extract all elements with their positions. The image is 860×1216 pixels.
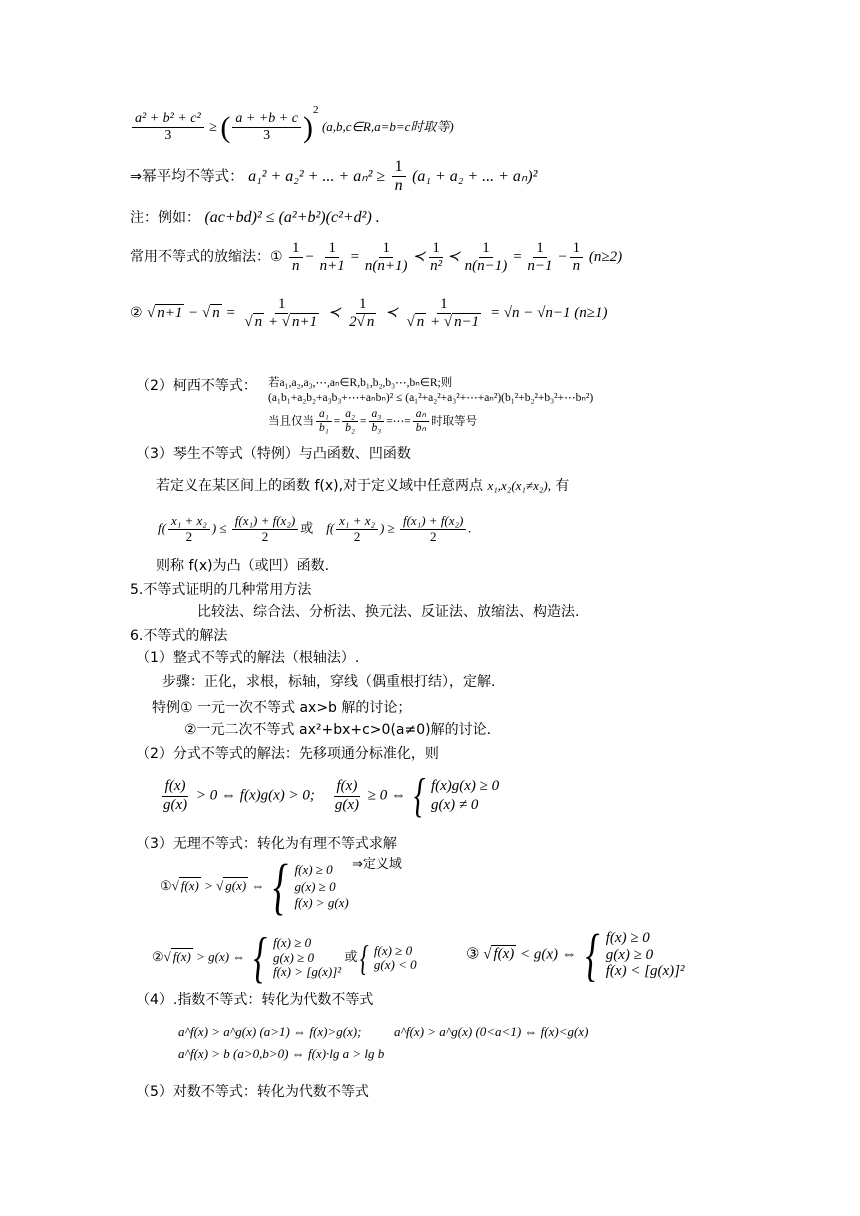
- cauchy-equality-note: 时取等号: [431, 415, 478, 428]
- exponential-rule-3: a^f(x) > b (a>0,b>0) ⇔ f(x)·lg a > lg b: [178, 1046, 385, 1061]
- power-mean-label: ⇒幂平均不等式：: [130, 168, 244, 185]
- jensen-definition: [156, 478, 569, 496]
- section-6-title: 6.不等式的解法: [130, 628, 228, 644]
- equality-condition: (a,b,c∈R,a=b=c时取等): [321, 119, 454, 134]
- exponential-inequality: （4）.指数不等式：转化为代数不等式: [136, 992, 374, 1008]
- scaling-method-1: 常用不等式的放缩法：① $\frac{1}{n}$ − $\frac{1}{n+1}$ = $\frac{1}{n(n+1)}$ ≺ $\frac{1}{\text{n²}}$ ≺ $\frac{1}{n(n-1)}$ = $\frac{1}{n-1}$ − $\frac{1}{n}$ (n≥2): [130, 240, 623, 275]
- convex-concave-def: 则称 f(x)为凸（或凹）函数.: [156, 558, 330, 574]
- domain-note: ⇒定义域: [352, 856, 402, 871]
- special-case-2: ②一元二次不等式 ax²+bx+c>0(a≠0)解的讨论.: [184, 722, 492, 738]
- exponential-rule-2: a^f(x) > a^g(x) (0<a<1) ⇔ f(x)<g(x): [394, 1024, 589, 1039]
- cauchy-statement: [268, 376, 593, 435]
- cauchy-label: （2）柯西不等式：: [136, 378, 257, 394]
- cauchy-iff: 当且仅当: [268, 415, 314, 428]
- logarithmic-inequality: （5）对数不等式：转化为代数不等式: [136, 1084, 369, 1100]
- power-mean-inequality: ⇒幂平均不等式： a₁² + a₂² + ... + aₙ² ≥ $\frac{1}{n}$ (a₁ + a₂ + ... + aₙ)²: [130, 158, 538, 195]
- fractional-inequality: （2）分式不等式的解法：先移项通分标准化，则: [136, 746, 439, 762]
- section-5-title: 5.不等式证明的几种常用方法: [130, 582, 312, 598]
- or-word: 或: [300, 520, 314, 536]
- cauchy-condition: 若a₁,a₂,a₃,⋯,aₙ∈R,b₁,b₂,b₃⋯,bₙ∈R;则: [268, 377, 453, 389]
- jensen-inequality: f( $\frac{\text{x₁ + x₂}}{2}$ ) ≤ $\frac{\text{f(x₁) + f(x₂)}}{2}$ 或 f( $\frac{\text{x₁ + x₂}}{2}$ ) ≥ $\frac{\text{f(x₁) + f(x₂)}}{2}$ .: [158, 513, 472, 544]
- note-example: [130, 208, 380, 228]
- jensen-you: 有: [555, 478, 570, 494]
- jensen-def-text: 若定义在某区间上的函数 f(x),对于定义域中任意两点: [156, 478, 484, 494]
- special-case-1: 特例① 一元一次不等式 ax>b 解的讨论；: [152, 700, 412, 716]
- jensen-heading: （3）琴生不等式（特例）与凸函数、凹函数: [136, 446, 411, 462]
- cauchy-heading: [136, 378, 257, 396]
- irrational-rule-1: ①√ f(x) > √ g(x) ⇔ { f(x) ≥ 0 g(x) ≥ 0 f(x) > g(x) ⇒定义域: [160, 853, 402, 922]
- mean-inequality-formula: $\frac{\text{a² + b² + c²}}{3}$ ≥ ( $\frac{a + +b + c}{3}$ )$^2$ (a,b,c∈R,a=b=c时取等): [130, 104, 454, 147]
- scaling-tail: = √n − √n−1 (n≥1): [489, 305, 608, 322]
- cauchy-equality: 当且仅当 $\frac{\text{a₁}}{\text{b₁}}$ = $\frac{\text{a₂}}{\text{b₂}}$ = $\frac{\text{a₃}}{\text{b₃}}$ =⋯= $\frac{\text{aₙ}}{\text{bₙ}}$ 时取等号: [268, 407, 478, 434]
- or-word-2: 或: [344, 948, 358, 964]
- polynomial-steps: 步骤：正化，求根，标轴，穿线（偶重根打结），定解.: [162, 674, 496, 690]
- scaling-method-2: ② √ n+1 − √ n = $\frac{1}{√ n + √ n+1}$ ≺ $\frac{1}{2√ n}$ ≺ $\frac{1}{√ n + √ n-1}$ = √n − √n−1 (n≥1): [130, 296, 608, 331]
- irrational-rule-2: ②√ f(x) > g(x) ⇔ { f(x) ≥ 0 g(x) ≥ 0 f(x) > [g(x)]² 或 { f(x) ≥ 0 g(x) < 0: [152, 927, 417, 989]
- scaling-condition: (n≥2): [588, 249, 623, 266]
- fractional-rule: $\frac{f(x)}{g(x)}$ > 0 ⇔ f(x)g(x) > 0; $\frac{f(x)}{g(x)}$ ≥ 0 ⇔ { f(x)g(x) ≥ 0 g(x) ≠ 0: [163, 769, 500, 822]
- note-label: 注：例如：: [130, 210, 200, 226]
- irrational-inequality: （3）无理不等式：转化为有理不等式求解: [136, 836, 397, 852]
- polynomial-inequality: （1）整式不等式的解法（根轴法）.: [136, 650, 360, 666]
- circled-2: ②: [130, 305, 143, 322]
- cauchy-example-expr: (ac+bd)² ≤ (a²+b²)(c²+d²) .: [204, 209, 380, 226]
- proof-methods: 比较法、综合法、分析法、换元法、反证法、放缩法、构造法.: [197, 604, 580, 620]
- exponential-rule-1: a^f(x) > a^g(x) (a>1) ⇔ f(x)>g(x);: [178, 1024, 362, 1039]
- cauchy-inequality: (a₁b₁+a₂b₂+a₃b₃+⋯+aₙbₙ)² ≤ (a₁²+a₂²+a₃²+⋯+aₙ²)(b₁²+b₂²+b₃²+⋯bₙ²): [268, 392, 594, 405]
- irrational-rule-3: ③ √ f(x) < g(x) ⇔ { f(x) ≥ 0 g(x) ≥ 0 f(x) < [g(x)]²: [466, 922, 685, 987]
- scaling-method-label: 常用不等式的放缩法：①: [130, 249, 283, 266]
- jensen-points: x₁,x₂(x₁≠x₂),: [487, 478, 551, 493]
